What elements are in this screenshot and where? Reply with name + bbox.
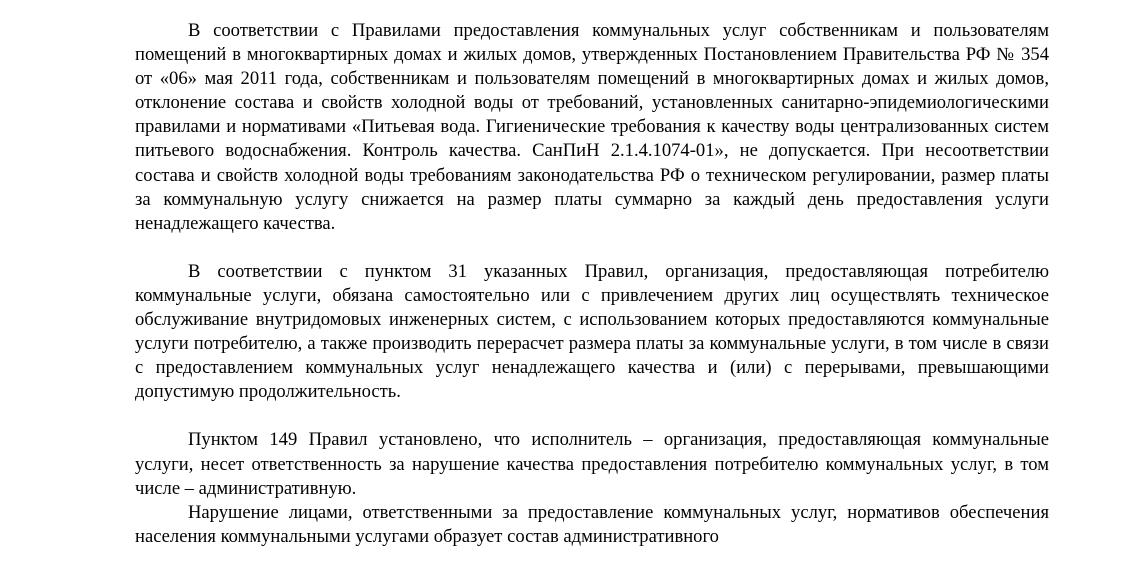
paragraph-clause-31: В соответствии с пунктом 31 указанных Правил, организация, предоставляющая потребителю коммунальные услуги, обязана самостоятельно или с привлечением других лиц осуществлять техническое обслуживание внутридомовых инженерных систем, с использованием которых предоставляются коммунальные услуги потребителю, а также производить перерасчет размера платы за коммунальные услуги, в том числе в связи с предоставлением коммунальных услуг ненадлежащего качества и (или) с перерывами, превышающими допустимую продолжительность. (135, 260, 1049, 403)
document-page (135, 0, 1049, 549)
paragraph-administrative-violation: Нарушение лицами, ответственными за предоставление коммунальных услуг, нормативов обеспечения населения коммунальными услугами образует состав административного (135, 501, 1049, 547)
paragraph-water-quality-rules: В соответствии с Правилами предоставления коммунальных услуг собственникам и пользователям помещений в многоквартирных домах и жилых домов, утвержденных Постановлением Правительства РФ № 354 от «06» мая 2011 года, собственникам и пользователям помещений в многоквартирных домах и жилых домов, отклонение состава и свойств холодной воды от требований, установленных санитарно-эпидемиологическими правилами и нормативами «Питьевая вода. Гигиенические требования к качеству воды централизованных систем питьевого водоснабжения. Контроль качества. СанПиН 2.1.4.1074-01», не допускается. При несоответствии состава и свойств холодной воды требованиям законодательства РФ о техническом регулировании, размер платы за коммунальную услугу снижается на размер платы суммарно за каждый день предоставления услуги ненадлежащего качества. (135, 20, 1049, 234)
paragraph-clause-149: Пунктом 149 Правил установлено, что исполнитель – организация, предоставляющая коммунальные услуги, несет ответственность за нарушение качества предоставления потребителю коммунальных услуг, в том числе – административную. (135, 429, 1049, 499)
